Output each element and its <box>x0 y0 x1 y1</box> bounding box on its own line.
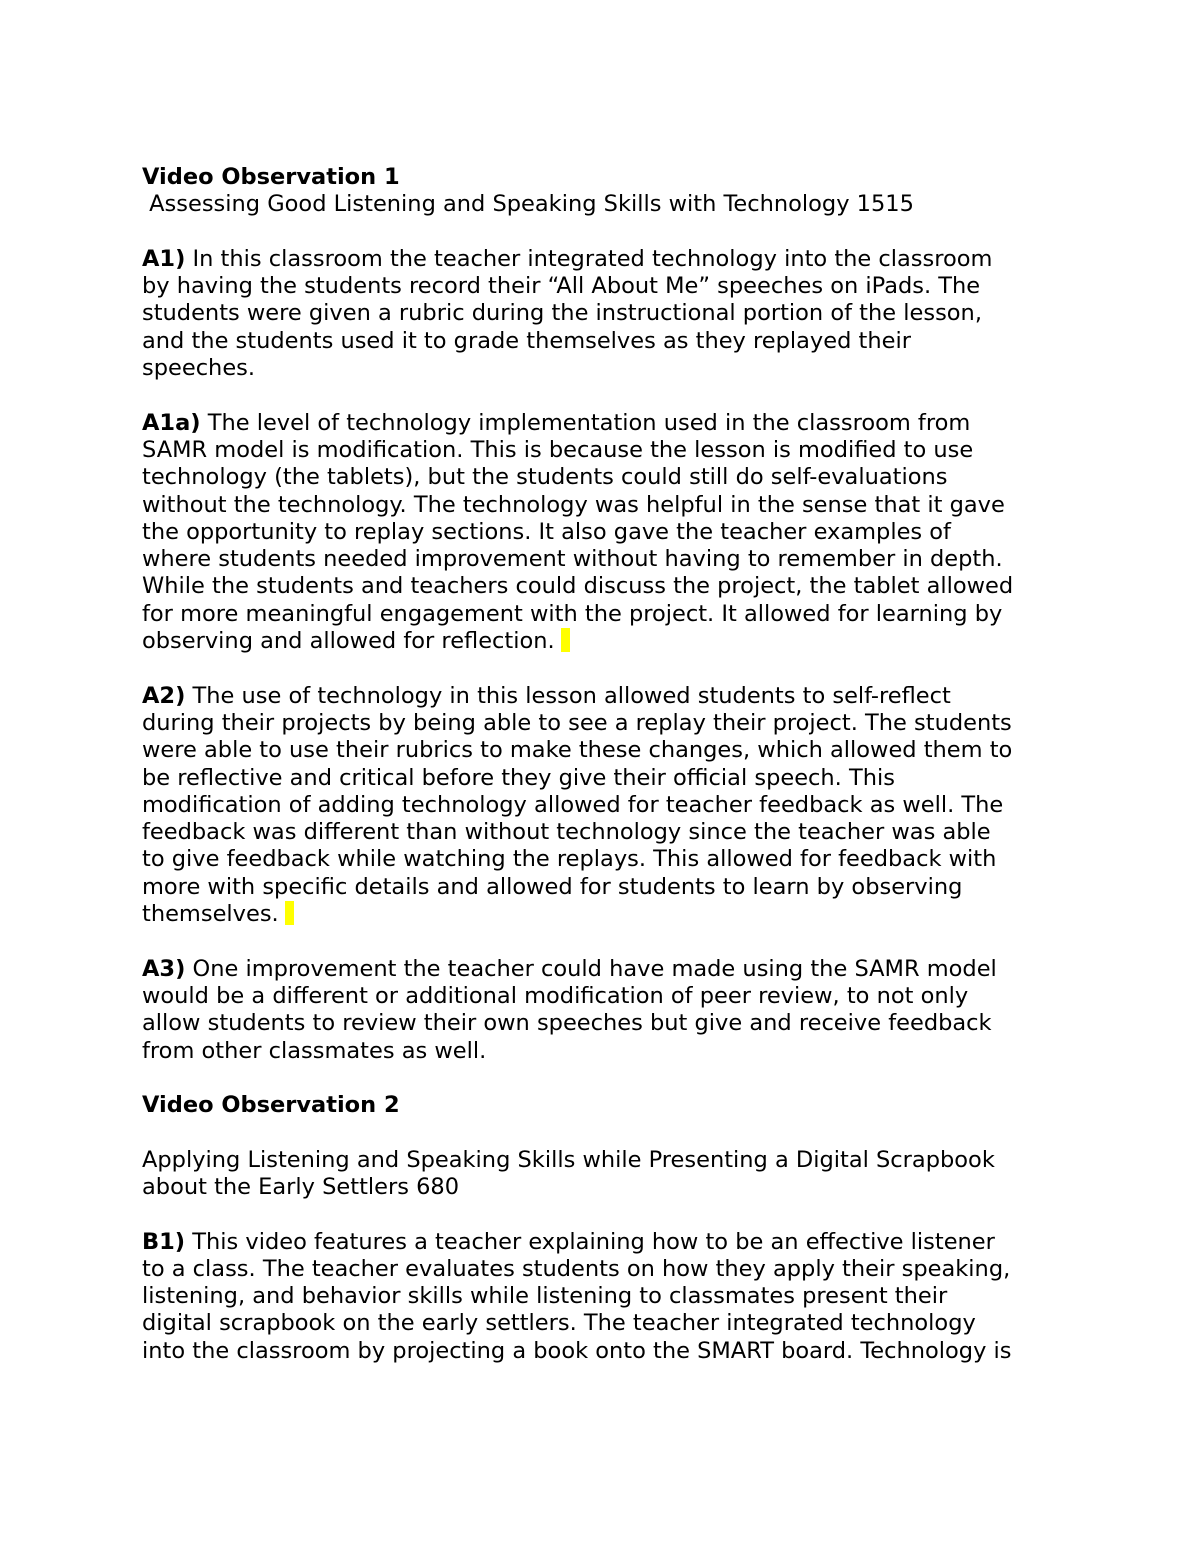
a1a-label: A1a) <box>142 409 201 436</box>
spacer <box>142 655 1072 682</box>
a2-paragraph-line: during their projects by being able to see a replay their project. The students <box>142 709 1012 736</box>
highlight-marker <box>561 628 570 652</box>
a1-paragraph-line: students were given a rubric during the instructional portion of the lesson, <box>142 300 982 327</box>
a2-text: The use of technology in this lesson allowed students to self-reflect <box>185 682 951 709</box>
a2-paragraph-line: be reflective and critical before they give their official speech. This <box>142 764 895 791</box>
a1-paragraph-line: by having the students record their “All About Me” speeches on iPads. The <box>142 273 981 300</box>
a1a-paragraph-line: SAMR model is modification. This is because the lesson is modified to use <box>142 436 974 463</box>
spacer <box>142 382 1072 409</box>
a2-text-end: themselves. <box>142 901 279 928</box>
spacer <box>142 219 1072 246</box>
b1-paragraph-line-1 <box>142 1229 1072 1256</box>
a1a-text-end: observing and allowed for reflection. <box>142 628 555 655</box>
a2-paragraph-line: more with specific details and allowed for students to learn by observing <box>142 873 963 900</box>
a2-paragraph-line: to give feedback while watching the replays. This allowed for feedback with <box>142 846 997 873</box>
b1-label: B1) <box>142 1228 186 1255</box>
a1a-paragraph-line: where students needed improvement without having to remember in depth. <box>142 546 1003 573</box>
spacer <box>142 928 1072 955</box>
a1a-paragraph-line: While the students and teachers could discuss the project, the tablet allowed <box>142 573 1014 600</box>
a3-paragraph-line: would be a different or additional modification of peer review, to not only <box>142 982 969 1009</box>
a2-paragraph-line: were able to use their rubrics to make these changes, which allowed them to <box>142 737 1013 764</box>
b1-text: This video features a teacher explaining how to be an effective listener <box>185 1228 995 1255</box>
highlight-marker <box>285 901 294 925</box>
section1-subtitle: Assessing Good Listening and Speaking Skills with Technology 1515 <box>142 191 914 218</box>
a3-paragraph-line-1 <box>142 956 1072 983</box>
b1-paragraph-line: digital scrapbook on the early settlers. The teacher integrated technology <box>142 1310 976 1337</box>
spacer <box>142 1201 1072 1228</box>
a1-text: In this classroom the teacher integrated technology into the classroom <box>185 245 993 272</box>
a1a-text: The level of technology implementation used in the classroom from <box>200 409 971 436</box>
a2-paragraph-line-last <box>142 901 1072 928</box>
a1a-paragraph-line-last <box>142 628 1072 655</box>
document-page <box>142 164 1072 1365</box>
a1-paragraph-line-1 <box>142 246 1072 273</box>
a2-paragraph-line: feedback was different than without technology since the teacher was able <box>142 819 991 846</box>
b1-paragraph-line: listening, and behavior skills while listening to classmates present their <box>142 1283 948 1310</box>
a2-label: A2) <box>142 682 186 709</box>
a1a-paragraph-line: the opportunity to replay sections. It also gave the teacher examples of <box>142 518 951 545</box>
a3-paragraph-line: allow students to review their own speeches but give and receive feedback <box>142 1010 992 1037</box>
section2-subtitle-line: Applying Listening and Speaking Skills while Presenting a Digital Scrapbook <box>142 1146 995 1173</box>
spacer <box>142 1119 1072 1146</box>
section2-heading: Video Observation 2 <box>142 1092 400 1119</box>
a2-paragraph-line-1 <box>142 683 1072 710</box>
a3-text: One improvement the teacher could have made using the SAMR model <box>185 955 997 982</box>
section2-subtitle-line: about the Early Settlers 680 <box>142 1173 460 1200</box>
a1a-paragraph-line-1 <box>142 410 1072 437</box>
a3-label: A3) <box>142 955 186 982</box>
a3-paragraph-line: from other classmates as well. <box>142 1037 487 1064</box>
b1-paragraph-line: into the classroom by projecting a book onto the SMART board. Technology is <box>142 1337 1012 1364</box>
section1-heading: Video Observation 1 <box>142 164 400 190</box>
a1a-paragraph-line: without the technology. The technology was helpful in the sense that it gave <box>142 491 1005 518</box>
a1-paragraph-line: speeches. <box>142 355 256 382</box>
a1-label: A1) <box>142 245 186 272</box>
a2-paragraph-line: modification of adding technology allowed for teacher feedback as well. The <box>142 791 1004 818</box>
a1a-paragraph-line: for more meaningful engagement with the project. It allowed for learning by <box>142 600 1003 627</box>
b1-paragraph-line: to a class. The teacher evaluates students on how they apply their speaking, <box>142 1255 1011 1282</box>
spacer <box>142 1065 1072 1092</box>
a1-paragraph-line: and the students used it to grade themselves as they replayed their <box>142 327 911 354</box>
a1a-paragraph-line: technology (the tablets), but the students could still do self-evaluations <box>142 464 948 491</box>
